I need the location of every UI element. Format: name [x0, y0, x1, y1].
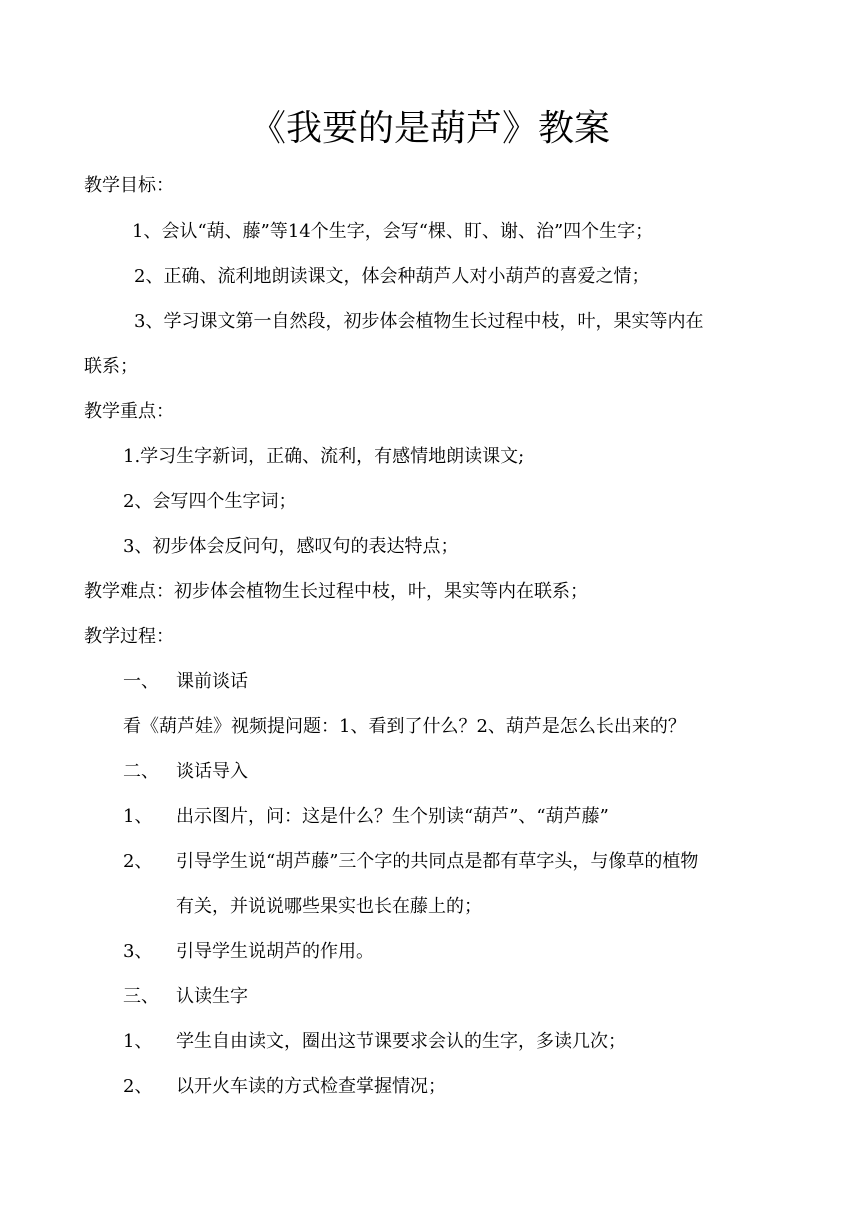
- key-point-item-1: 1.学习生字新词，正确、流利，有感情地朗读课文;: [123, 446, 525, 467]
- section-1-number: 一、: [123, 671, 159, 692]
- section-1-title: 课前谈话: [176, 671, 248, 692]
- section-3-title: 认读生字: [176, 986, 248, 1007]
- objectives-heading: 教学目标：: [84, 175, 174, 196]
- objective-item-2: 2、正确、流利地朗读课文，体会种葫芦人对小葫芦的喜爱之情；: [134, 266, 650, 287]
- section-2-item-3-text: 引导学生说胡芦的作用。: [176, 941, 374, 962]
- section-2-item-2-text: 引导学生说“胡芦藤”三个字的共同点是都有草字头，与像草的植物: [176, 851, 699, 872]
- difficulty-line: 教学难点：初步体会植物生长过程中枝，叶，果实等内在联系；: [84, 581, 588, 602]
- objective-item-1: 1、会认“葫、藤”等14个生字，会写“棵、盯、谢、治”四个生字；: [132, 221, 654, 242]
- objective-item-3-continuation: 联系；: [84, 356, 138, 377]
- section-3-item-2-text: 以开火车读的方式检查掌握情况；: [176, 1076, 446, 1097]
- section-3-item-1-number: 1、: [123, 1031, 153, 1052]
- section-2-item-2-continuation: 有关，并说说哪些果实也长在藤上的；: [176, 896, 482, 917]
- key-points-heading: 教学重点：: [84, 401, 174, 422]
- section-2-item-2-number: 2、: [123, 851, 153, 872]
- section-2-item-1-text: 出示图片，问：这是什么？生个别读“葫芦”、“葫芦藤”: [176, 806, 609, 827]
- key-point-item-2: 2、会写四个生字词；: [123, 491, 297, 512]
- section-3-item-2-number: 2、: [123, 1076, 153, 1097]
- section-2-item-3-number: 3、: [123, 941, 153, 962]
- document-title: 《我要的是葫芦》教案: [249, 108, 610, 149]
- key-point-item-3: 3、初步体会反问句，感叹句的表达特点；: [123, 536, 459, 557]
- section-3-item-1-text: 学生自由读文，圈出这节课要求会认的生字，多读几次；: [176, 1031, 626, 1052]
- objective-item-3: 3、学习课文第一自然段，初步体会植物生长过程中枝，叶，果实等内在: [134, 311, 704, 332]
- section-1-body: 看《葫芦娃》视频提问题：1、看到了什么？2、葫芦是怎么长出来的？: [123, 716, 686, 737]
- section-2-number: 二、: [123, 761, 159, 782]
- section-2-item-1-number: 1、: [123, 806, 153, 827]
- section-2-title: 谈话导入: [176, 761, 248, 782]
- section-3-number: 三、: [123, 986, 159, 1007]
- process-heading: 教学过程：: [84, 626, 174, 647]
